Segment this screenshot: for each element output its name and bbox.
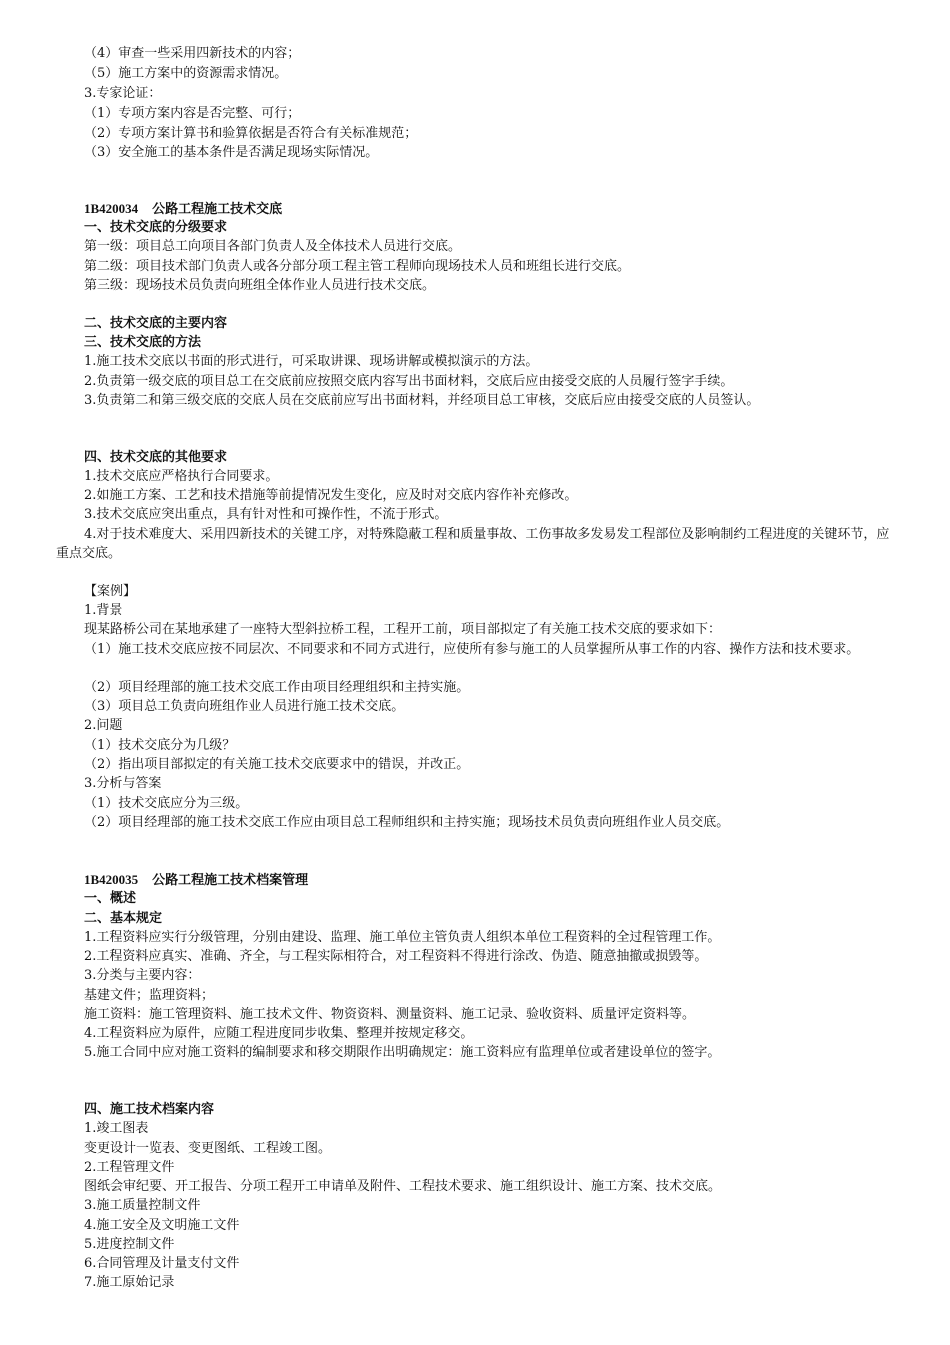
- text-line: 1.工程资料应实行分级管理，分别由建设、监理、施工单位主管负责人组织本单位工程资料的全过程管理工作。: [84, 930, 721, 945]
- case-label: 【案例】: [84, 584, 137, 599]
- text-line: 3.专家论证：: [84, 86, 162, 101]
- subheading: 三、技术交底的方法: [84, 335, 202, 350]
- text-line: （3）安全施工的基本条件是否满足现场实际情况。: [84, 145, 379, 160]
- paragraph: 4.对于技术难度大、采用四新技术的关键工序，对特殊隐蔽工程和质量事故、工伤事故多发易发工程部位及影响制约工程进度的关键环节，应重点交底。: [56, 527, 890, 561]
- text-line: （2）项目经理部的施工技术交底工作应由项目总工程师组织和主持实施；现场技术员负责向班组作业人员交底。: [84, 815, 730, 830]
- text-line: （1）专项方案内容是否完整、可行；: [84, 106, 301, 121]
- section-heading-1b420034: [84, 199, 910, 219]
- text-line: 第二级：项目技术部门负责人或各分部分项工程主管工程师向现场技术人员和班组长进行交底。: [84, 259, 631, 274]
- text-line: 2.问题: [84, 718, 123, 733]
- text-line: 第三级：现场技术员负责向班组全体作业人员进行技术交底。: [84, 278, 436, 293]
- section-title: 公路工程施工技术交底: [152, 202, 283, 217]
- text-line: 基建文件；监理资料；: [84, 988, 215, 1003]
- subheading: 二、技术交底的主要内容: [84, 316, 228, 331]
- text-line: 6.合同管理及计量支付文件: [84, 1256, 240, 1271]
- text-line: （1）技术交底分为几级？: [84, 738, 236, 753]
- text-line: 图纸会审纪要、开工报告、分项工程开工申请单及附件、工程技术要求、施工组织设计、施工方案、技术交底。: [84, 1179, 722, 1194]
- section-heading-1b420035: [84, 870, 910, 890]
- subheading: 一、概述: [84, 891, 137, 906]
- section-code: 1B420035: [84, 872, 139, 887]
- text-line: 5.进度控制文件: [84, 1237, 175, 1252]
- text-line: 2.负责第一级交底的项目总工在交底前应按照交底内容写出书面材料，交底后应由接受交底的人员履行签字手续。: [84, 374, 734, 389]
- subheading: 一、技术交底的分级要求: [84, 220, 228, 235]
- text-line: 2.如施工方案、工艺和技术措施等前提情况发生变化，应及时对交底内容作补充修改。: [84, 488, 578, 503]
- text-line: 5.施工合同中应对施工资料的编制要求和移交期限作出明确规定：施工资料应有监理单位或者建设单位的签字。: [84, 1045, 721, 1060]
- text-line: 施工资料：施工管理资料、施工技术文件、物资资料、测量资料、施工记录、验收资料、质量评定资料等。: [84, 1007, 696, 1022]
- text-line: 第一级：项目总工向项目各部门负责人及全体技术人员进行交底。: [84, 239, 462, 254]
- text-line: 3.负责第二和第三级交底的交底人员在交底前应写出书面材料，并经项目总工审核，交底后应由接受交底的人员签认。: [84, 393, 760, 408]
- text-line: （2）专项方案计算书和验算依据是否符合有关标准规范；: [84, 126, 418, 141]
- text-line: 2.工程管理文件: [84, 1160, 175, 1175]
- text-line: 1.技术交底应严格执行合同要求。: [84, 469, 279, 484]
- section-title: 公路工程施工技术档案管理: [152, 873, 309, 888]
- subheading: 二、基本规定: [84, 911, 163, 926]
- paragraph: （1）施工技术交底应按不同层次、不同要求和不同方式进行，应使所有参与施工的人员掌握所从事工作的内容、操作方法和技术要求。: [84, 642, 860, 657]
- text-line: 1.施工技术交底以书面的形式进行，可采取讲课、现场讲解或模拟演示的方法。: [84, 354, 539, 369]
- text-line: （2）项目经理部的施工技术交底工作由项目经理组织和主持实施。: [84, 680, 470, 695]
- text-line: （2）指出项目部拟定的有关施工技术交底要求中的错误，并改正。: [84, 757, 470, 772]
- text-line: 现某路桥公司在某地承建了一座特大型斜拉桥工程，工程开工前，项目部拟定了有关施工技术交底的要求如下：: [84, 622, 722, 637]
- text-line: 4.工程资料应为原件，应随工程进度同步收集、整理并按规定移交。: [84, 1026, 474, 1041]
- text-line: 1.背景: [84, 603, 123, 618]
- text-line: （5）施工方案中的资源需求情况。: [84, 66, 288, 81]
- text-line: 1.竣工图表: [84, 1121, 149, 1136]
- text-line: 3.施工质量控制文件: [84, 1198, 201, 1213]
- text-line: （4）审查一些采用四新技术的内容；: [84, 46, 301, 61]
- text-line: 变更设计一览表、变更图纸、工程竣工图。: [84, 1141, 332, 1156]
- text-line: （1）技术交底应分为三级。: [84, 796, 249, 811]
- text-line: 3.分类与主要内容：: [84, 968, 201, 983]
- subheading: 四、技术交底的其他要求: [84, 450, 228, 465]
- text-line: 2.工程资料应真实、准确、齐全，与工程实际相符合，对工程资料不得进行涂改、伪造、随意抽撤或损毁等。: [84, 949, 708, 964]
- subheading: 四、施工技术档案内容: [84, 1102, 215, 1117]
- text-line: 4.施工安全及文明施工文件: [84, 1218, 240, 1233]
- section-code: 1B420034: [84, 201, 139, 216]
- text-line: 7.施工原始记录: [84, 1275, 175, 1290]
- text-line: 3.分析与答案: [84, 776, 162, 791]
- text-line: （3）项目总工负责向班组作业人员进行施工技术交底。: [84, 699, 405, 714]
- text-line: 3.技术交底应突出重点，具有针对性和可操作性，不流于形式。: [84, 507, 448, 522]
